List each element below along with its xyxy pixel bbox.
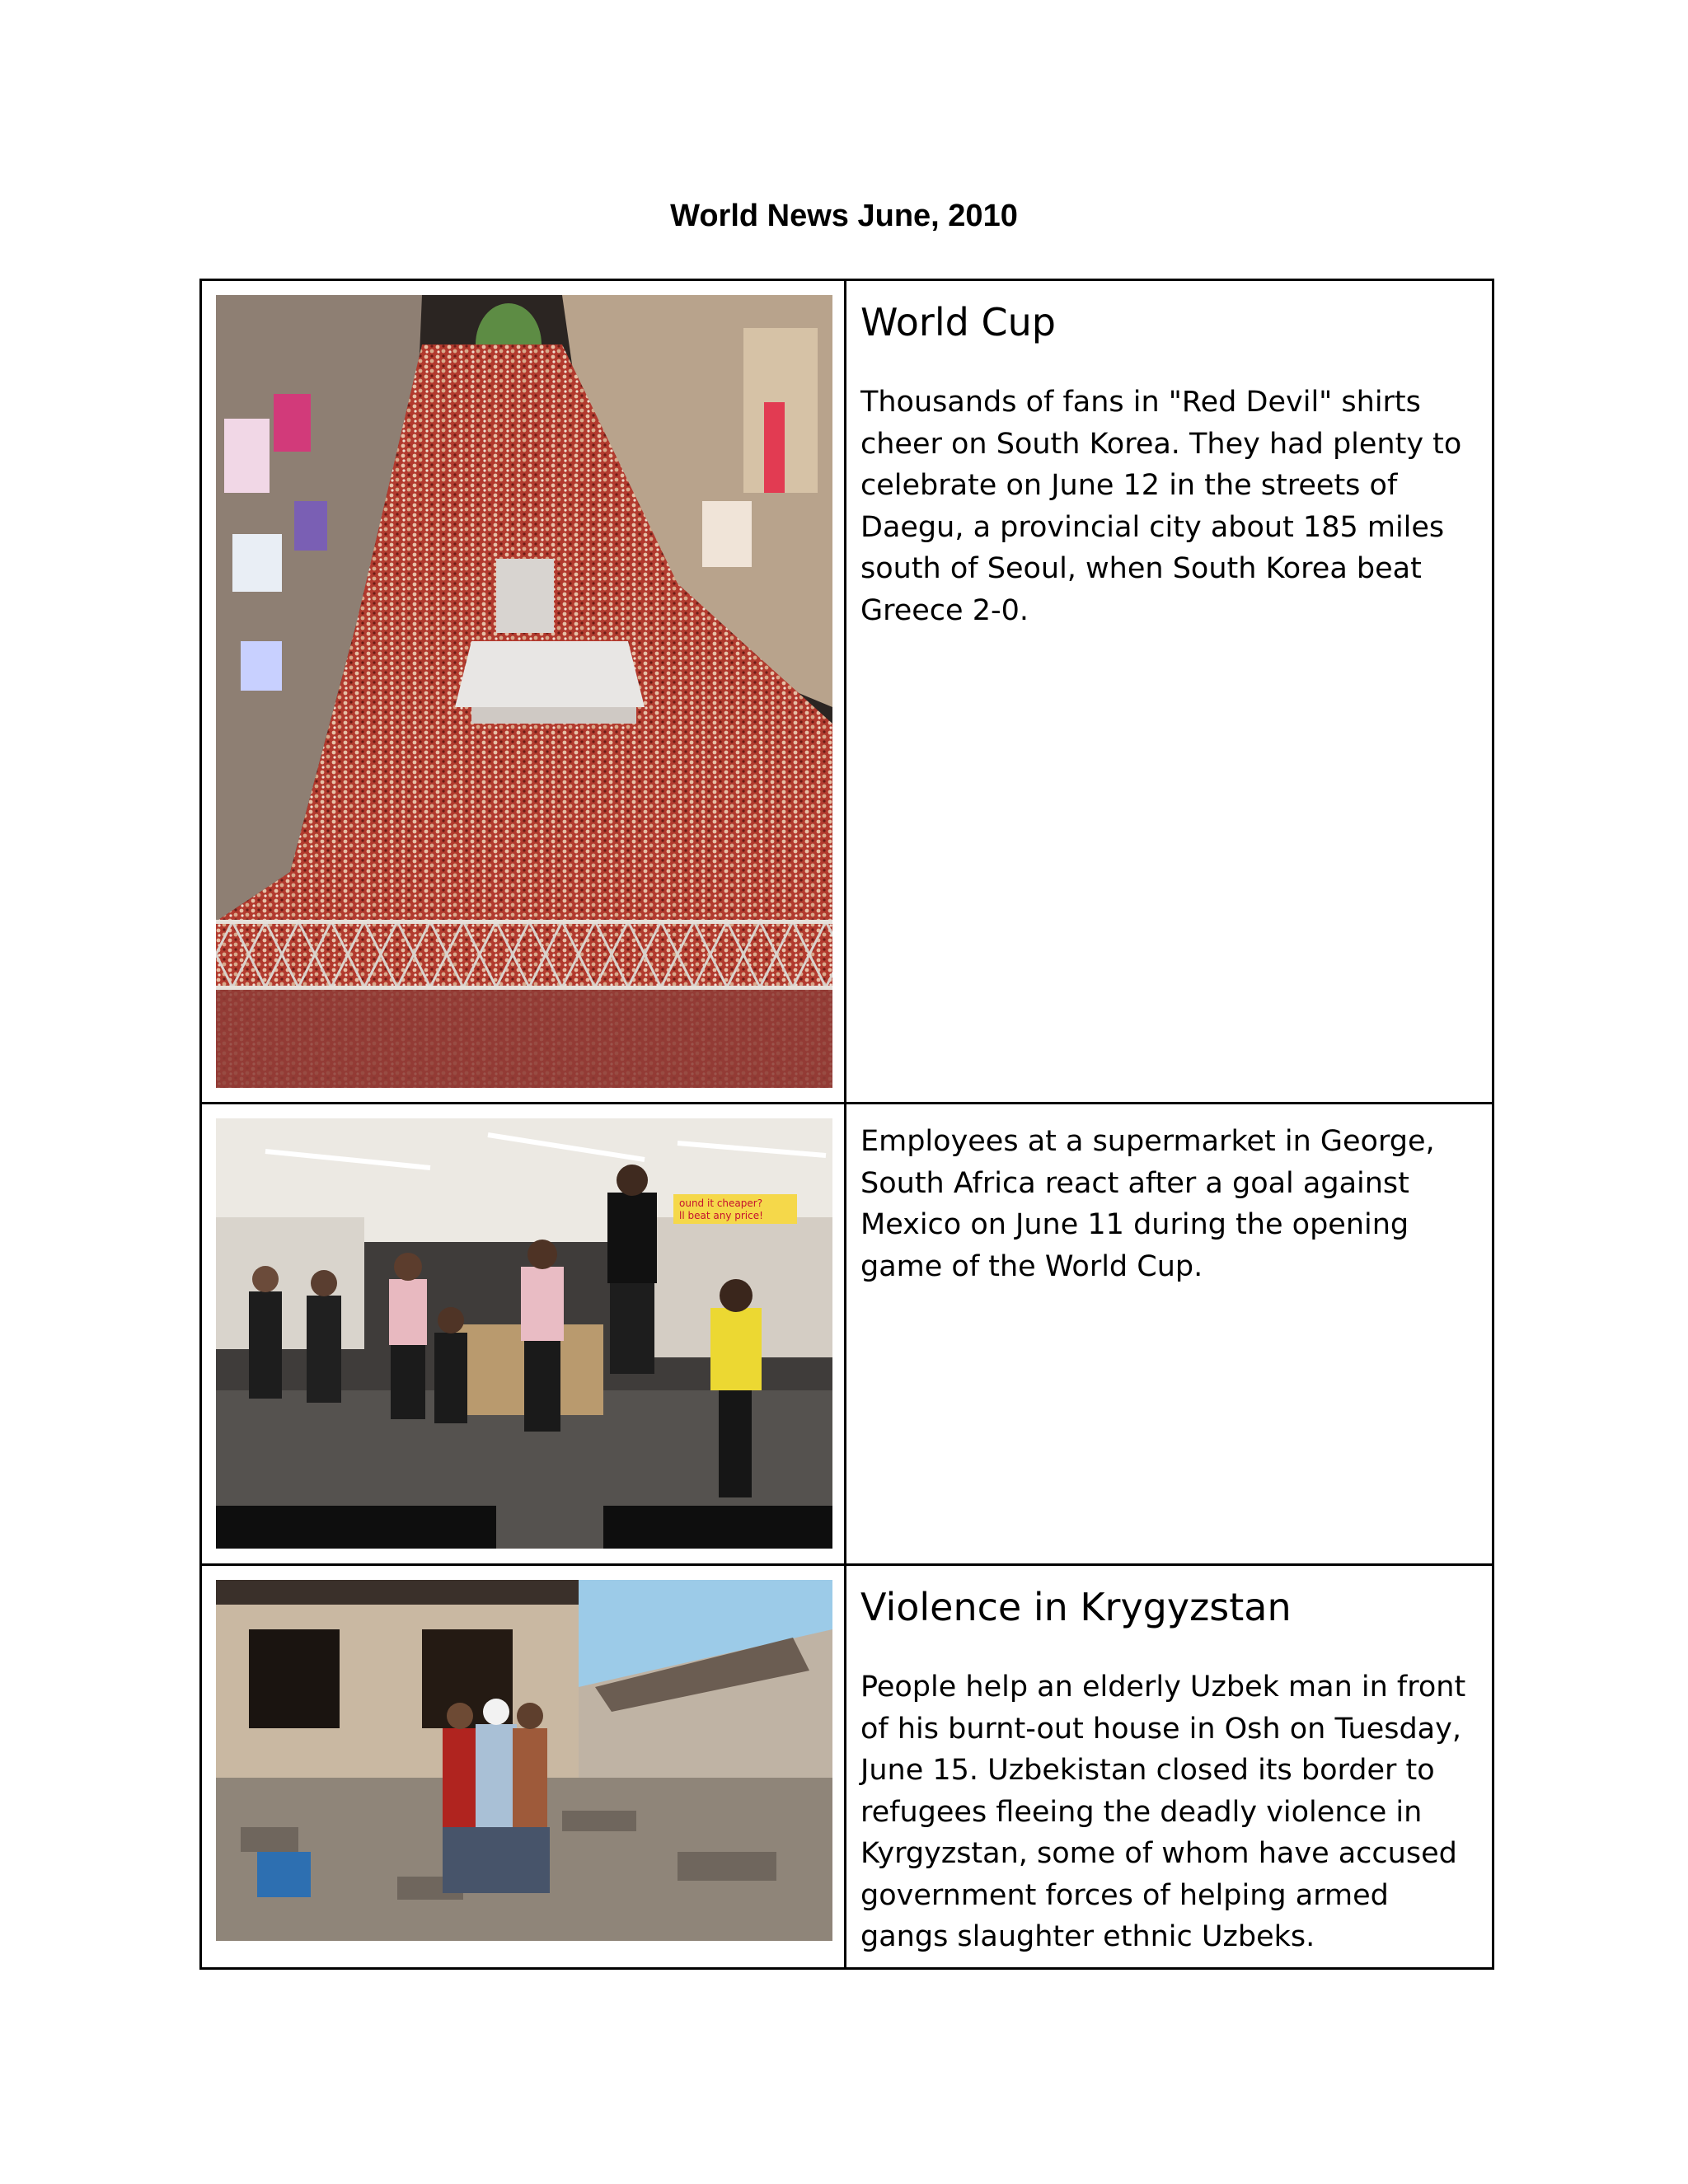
price-sign-line-1: ound it cheaper?	[679, 1197, 763, 1209]
document-title: World News June, 2010	[670, 199, 1018, 233]
photo-cell	[201, 1104, 846, 1565]
crowd-photo	[216, 295, 832, 1088]
story-caption: People help an elderly Uzbek man in front of his burnt-out house in Osh on Tuesday, June 15. Uzbekistan closed its border to refugees fleeing the deadly violence in Kyrgyzstan, some of whom have accused government forces of helping armed gangs slaughter ethnic Uzbeks.	[860, 1671, 1466, 1953]
story-row-world-cup	[201, 280, 1493, 1104]
story-text-cell	[846, 1565, 1493, 1969]
story-row-kyrgyzstan	[201, 1565, 1493, 1969]
story-text-cell	[846, 280, 1493, 1104]
supermarket-photo	[216, 1118, 832, 1549]
photo-cell	[201, 1565, 846, 1969]
story-row-supermarket	[201, 1104, 1493, 1565]
photo-cell	[201, 280, 846, 1104]
story-caption: Employees at a supermarket in George, South Africa react after a goal against Mexico on June 11 during the opening game of the World Cup.	[860, 1125, 1435, 1283]
news-table	[199, 279, 1494, 1970]
story-heading: World Cup	[860, 300, 1056, 344]
kyrgyzstan-photo	[216, 1580, 832, 1941]
story-text-cell	[846, 1104, 1493, 1565]
price-sign-line-2: ll beat any price!	[679, 1210, 763, 1221]
story-caption: Thousands of fans in "Red Devil" shirts cheer on South Korea. They had plenty to celebrate on June 12 in the streets of Daegu, a provincial city about 185 miles south of Seoul, when South Korea beat Greece 2-0.	[860, 386, 1462, 627]
story-heading: Violence in Krygyzstan	[860, 1585, 1292, 1629]
